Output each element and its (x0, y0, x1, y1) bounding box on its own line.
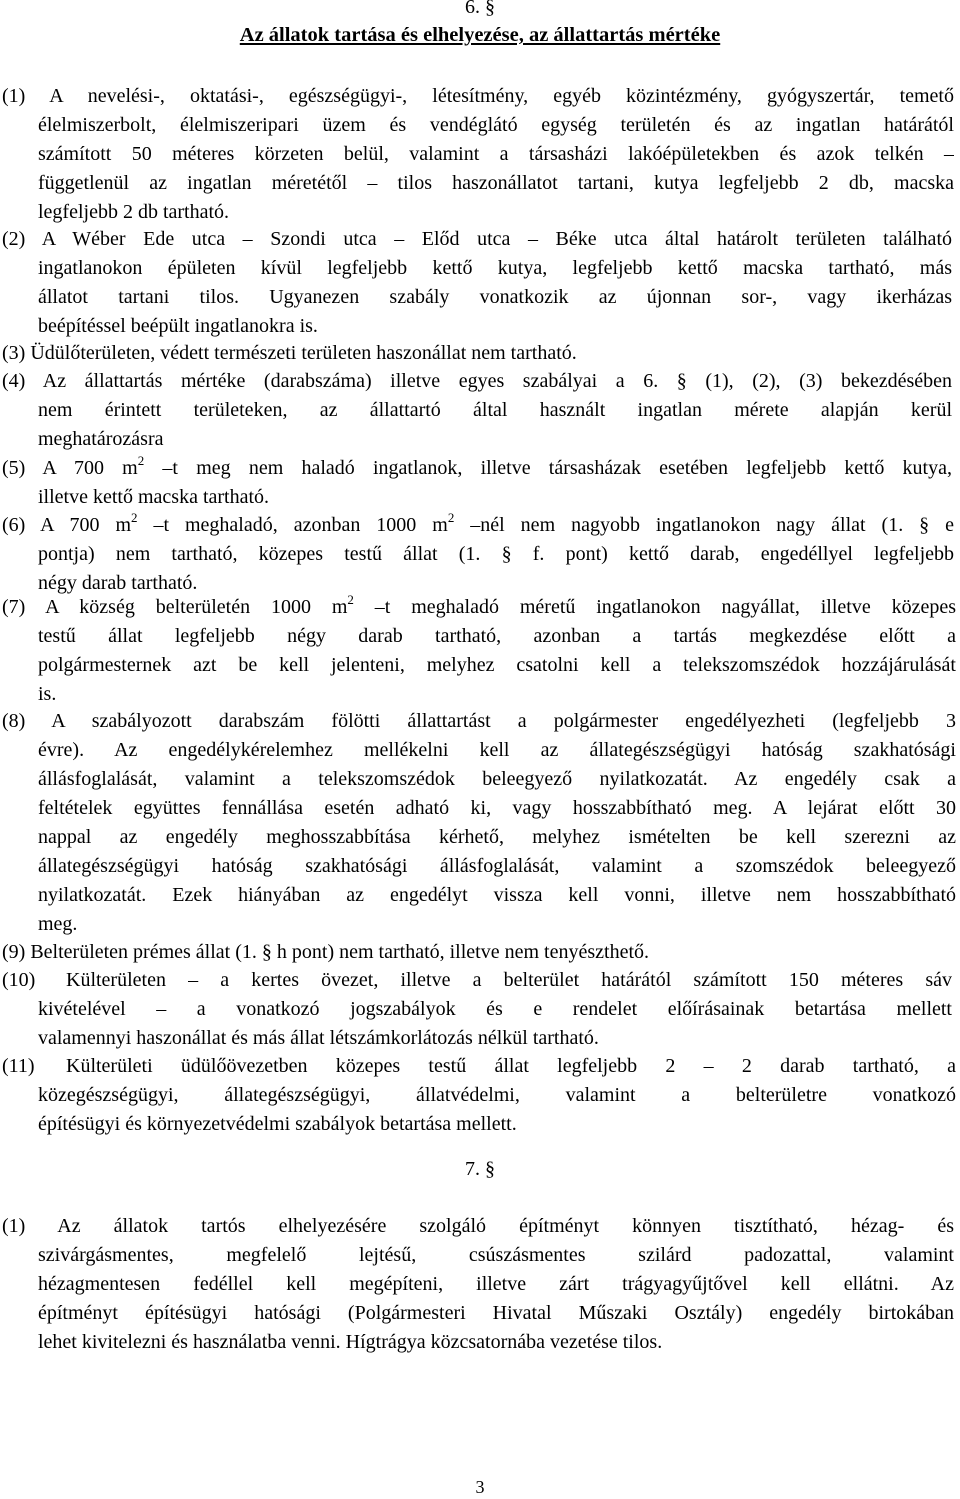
paragraph-6-10 (2, 966, 952, 1053)
paragraph-6-2 (2, 225, 952, 341)
paragraph-line: (1) A nevelési-, oktatási-, egészségügyi-, létesítmény, egyéb közintézmény, gyógyszertár, temető (2, 85, 954, 107)
paragraph-label: (11) (2, 1055, 35, 1077)
paragraph-line: meghatározásra (38, 428, 164, 450)
paragraph-line: testű állat legfeljebb négy darab tartható, azonban a tartás megkezdése előtt a (38, 625, 956, 647)
paragraph-line: (9) Belterületen prémes állat (1. § h pont) nem tartható, illetve nem tenyészthető. (2, 941, 650, 963)
paragraph-line: legfeljebb 2 db tartható. (38, 201, 230, 223)
paragraph-label: (10) (2, 969, 36, 991)
paragraph-line: illetve kettő macska tartható. (38, 486, 270, 508)
paragraph-line: nappal az engedély meghosszabbítása kérhető, melyhez ismételten be kell szerezni az (38, 826, 956, 848)
paragraph-line: (10) Külterületen – a kertes övezet, illetve a belterület határától számított 150 méteres sáv (2, 966, 952, 995)
paragraph-line: élelmiszerbolt, élelmiszeripari üzem és vendéglátó egység területén és az ingatlan határától (38, 114, 954, 136)
paragraph-line: (1) Az állatok tartós elhelyezésére szolgáló építményt könnyen tisztítható, hézag- és (2, 1215, 954, 1237)
paragraph-line: kivételével – a vonatkozó jogszabályok és e rendelet előírásainak betartása mellett (38, 998, 952, 1020)
paragraph-line: állategészségügyi hatóság szakhatósági állásfoglalását, valamint a szomszédok beleegyező (38, 855, 956, 877)
paragraph-line: pontja) nem tartható, közepes testű állat (1. § f. pont) kettő darab, engedéllyel legfeljebb (38, 543, 954, 565)
page-number: 3 (475, 1477, 485, 1497)
paragraph-line: függetlenül az ingatlan méretétől – tilos haszonállatot tartani, kutya legfeljebb 2 db, macska (38, 172, 954, 194)
paragraph-7-1 (2, 1212, 954, 1357)
paragraph-line: építményt építésügyi hatósági (Polgármesteri Hivatal Műszaki Osztály) engedély birtokában (38, 1302, 954, 1324)
section-6-title: Az állatok tartása és elhelyezése, az állattartás mértéke (239, 24, 721, 46)
paragraph-6-1 (2, 82, 954, 227)
paragraph-line: ingatlanokon épületen kívül legfeljebb kettő kutya, legfeljebb kettő macska tartható, más (38, 257, 952, 279)
paragraph-6-3 (2, 339, 960, 368)
paragraph-line: feltételek együttes fennállása esetén adható ki, vagy hosszabbítható meg. A lejárat előtt 30 (38, 797, 956, 819)
paragraph-line: (4) Az állattartás mértéke (darabszáma) illetve egyes szabályai a 6. § (1), (2), (3) bekezdésében (2, 370, 952, 392)
paragraph-6-11 (2, 1052, 956, 1139)
paragraph-line: szivárgásmentes, megfelelő lejtésű, csúszásmentes szilárd padozattal, valamint (38, 1244, 954, 1266)
paragraph-6-9 (2, 938, 960, 967)
paragraph-6-8 (2, 707, 956, 939)
paragraph-line: évre). Az engedélykérelemhez mellékelni kell az állategészségügyi hatóság szakhatósági (38, 739, 956, 761)
paragraph-line: közegészségügyi, állategészségügyi, állatvédelmi, valamint a belterületre vonatkozó (38, 1084, 956, 1106)
paragraph-line: építésügyi és környezetvédelmi szabályok betartása mellett. (38, 1113, 517, 1135)
paragraph-line: (11) Külterületi üdülőövezetben közepes testű állat legfeljebb 2 – 2 darab tartható, a (2, 1052, 956, 1081)
paragraph-line: hézagmentesen fedéllel kell megépíteni, illetve zárt trágyagyűjtővel kell ellátni. Az (38, 1273, 954, 1295)
paragraph-line: (5) A 700 $m^2$ –t meg nem haladó ingatlanok, illetve társasházak esetében legfeljebb kettő kutya, (2, 454, 952, 479)
paragraph-line: nem érintett területeken, az állattartó által használt ingatlan mérete alapján kerül (38, 399, 952, 421)
section-6-number: 6. § (465, 0, 495, 18)
paragraph-line: beépítéssel beépült ingatlanokra is. (38, 315, 318, 337)
paragraph-6-5 (2, 454, 952, 512)
paragraph-line: számított 50 méteres körzeten belül, valamint a társasházi lakóépületekben és azok telkén – (38, 143, 954, 165)
paragraph-line: (8) A szabályozott darabszám fölötti állattartást a polgármester engedélyezheti (legfeljebb 3 (2, 710, 956, 732)
paragraph-line: (6) A 700 $m^2$ –t meghaladó, azonban 1000 $m^2$ –nél nem nagyobb ingatlanokon nagy állat (1. § e (2, 511, 954, 536)
paragraph-6-6 (2, 511, 954, 598)
paragraph-line: polgármesternek azt be kell jelenteni, melyhez csatolni kell a telekszomszédok hozzájárulását (38, 654, 956, 676)
paragraph-line: meg. (38, 913, 78, 935)
paragraph-line: négy darab tartható. (38, 572, 198, 594)
paragraph-6-4 (2, 367, 952, 454)
paragraph-line: állásfoglalását, valamint a telekszomszédok beleegyező nyilatkozatát. Az engedély csak a (38, 768, 956, 790)
paragraph-line: (3) Üdülőterületen, védett természeti területen haszonállat nem tartható. (2, 342, 577, 364)
paragraph-line: (2) A Wéber Ede utca – Szondi utca – Előd utca – Béke utca által határolt területen található (2, 228, 952, 250)
paragraph-line: valamennyi haszonállat és más állat létszámkorlátozás nélkül tartható. (38, 1027, 599, 1049)
paragraph-6-7 (2, 593, 956, 709)
paragraph-line: állatot tartani tilos. Ugyanezen szabály vonatkozik az újonnan sor-, vagy ikerházas (38, 286, 952, 308)
paragraph-line: is. (38, 683, 57, 705)
paragraph-line: (7) A község belterületén 1000 $m^2$ –t meghaladó méretű ingatlanokon nagyállat, illetve közepes (2, 593, 956, 618)
paragraph-line: lehet kivitelezni és használatba venni. Hígtrágya közcsatornába vezetése tilos. (38, 1331, 663, 1353)
section-7-number: 7. § (465, 1158, 495, 1180)
paragraph-line: nyilatkozatát. Ezek hiányában az engedélyt vissza kell vonni, illetve nem hosszabbítható (38, 884, 956, 906)
